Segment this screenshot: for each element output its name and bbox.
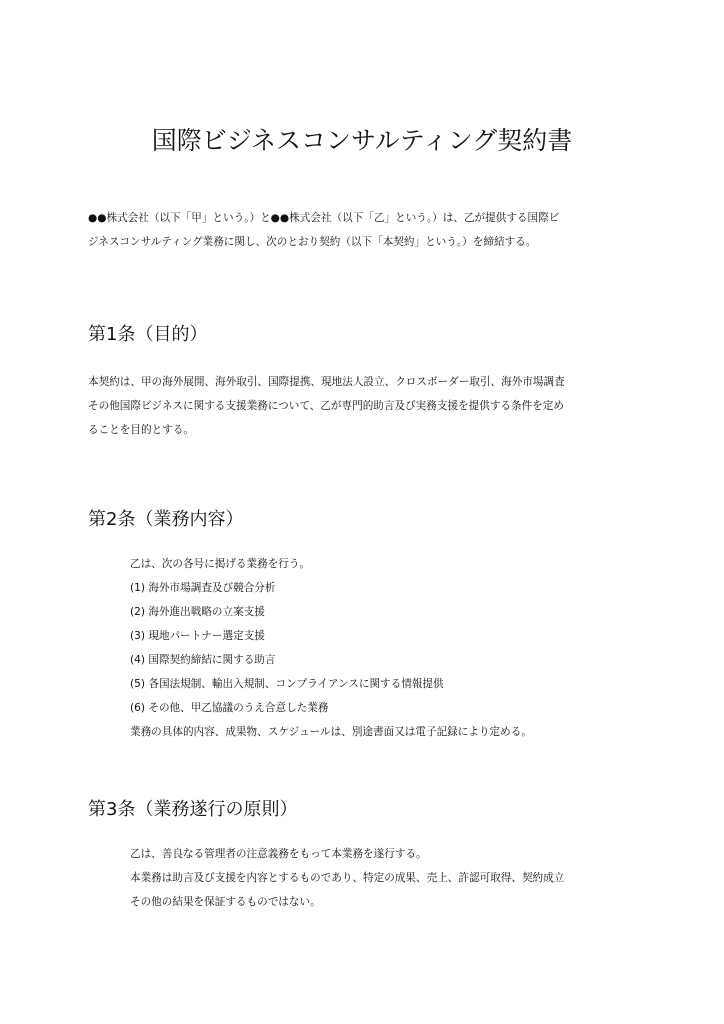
- intro-paragraph: [88, 206, 559, 254]
- article-2-list-item: (4) 国際契約締結に関する助言: [130, 654, 276, 666]
- article-1-heading: 第1条（目的）: [88, 324, 208, 345]
- article-1-line: 本契約は、甲の海外展開、海外取引、国際提携、現地法人設立、クロスボーダー取引、海外市場調査: [88, 376, 565, 388]
- article-2-list-item: (5) 各国法規制、輸出入規制、コンプライアンスに関する情報提供: [130, 678, 444, 690]
- article-3-body: [130, 842, 564, 914]
- article-1-line: その他国際ビジネスに関する支援業務について、乙が専門的助言及び実務支援を提供する条件を定め: [88, 400, 564, 412]
- intro-line: ●●株式会社（以下「甲」という。）と●●株式会社（以下「乙」という。）は、乙が提供する国際ビ: [88, 212, 560, 224]
- article-1-body: [88, 370, 565, 442]
- article-2-list-item: (6) その他、甲乙協議のうえ合意した業務: [130, 702, 329, 714]
- article-3-line: 本業務は助言及び支援を内容とするものであり、特定の成果、売上、許認可取得、契約成立: [130, 872, 565, 884]
- article-2-line: 業務の具体的内容、成果物、スケジュールは、別途書面又は電子記録により定める。: [130, 726, 532, 738]
- article-2-line: 乙は、次の各号に掲げる業務を行う。: [130, 558, 311, 570]
- article-2-heading: 第2条（業務内容）: [88, 509, 244, 530]
- article-3-line: 乙は、善良なる管理者の注意義務をもって本業務を遂行する。: [130, 848, 427, 860]
- article-2-list-item: (2) 海外進出戦略の立案支援: [130, 606, 265, 618]
- article-2-body: [130, 552, 532, 744]
- article-3-heading: 第3条（業務遂行の原則）: [88, 799, 298, 820]
- article-2-list-item: (1) 海外市場調査及び競合分析: [130, 582, 276, 594]
- intro-line: ジネスコンサルティング業務に関し、次のとおり契約（以下「本契約」という。）を締結する。: [88, 236, 537, 248]
- article-1-line: ることを目的とする。: [88, 424, 194, 436]
- article-2-list-item: (3) 現地パートナー選定支援: [130, 630, 265, 642]
- article-3-line: その他の結果を保証するものではない。: [130, 896, 321, 908]
- document-title: 国際ビジネスコンサルティング契約書: [151, 126, 573, 155]
